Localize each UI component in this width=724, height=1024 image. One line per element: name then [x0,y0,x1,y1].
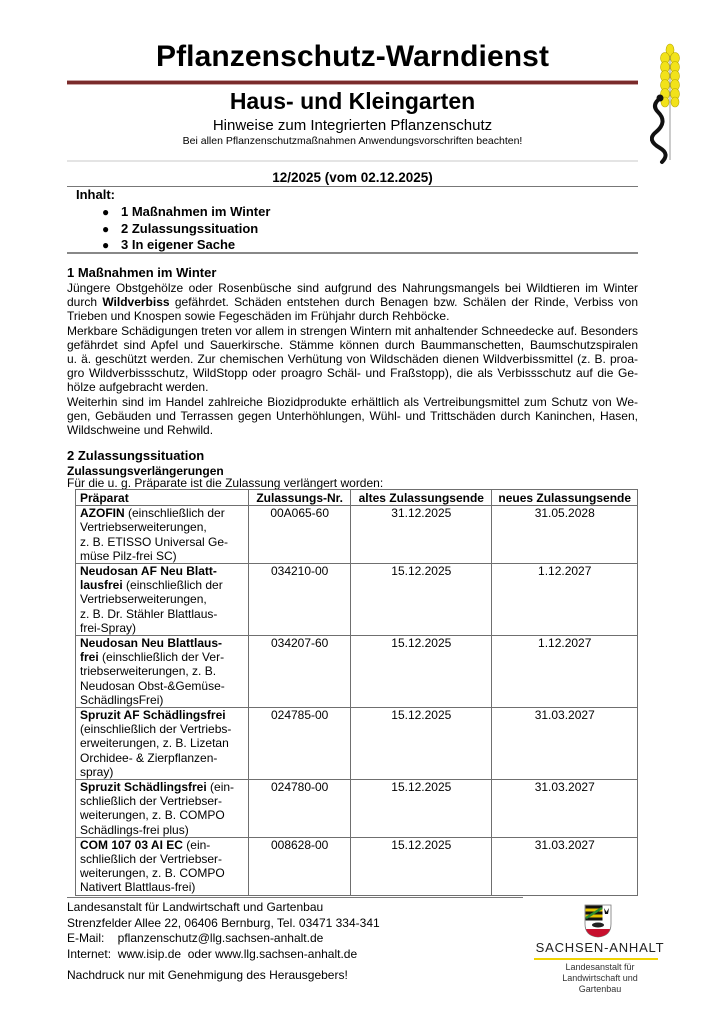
new-end-cell: 31.03.2027 [492,780,638,838]
new-end-cell: 1.12.2027 [492,636,638,708]
old-end-cell: 15.12.2025 [351,837,492,895]
column-header-product: Präparat [76,490,249,506]
approval-number-cell: 00A065-60 [249,506,351,564]
wheat-and-snake-icon [650,40,690,165]
approval-number-cell: 024785-00 [249,708,351,780]
institute-name: Landesanstalt für Landwirtschaft und Gartenbau [562,962,638,994]
table-row [76,708,638,780]
title-divider [67,80,638,85]
approval-extensions-table [75,489,638,896]
section-1-body: Jüngere Obstgehölze oder Rosenbüsche sind aufgrund des Nahrungsmangels bei Wildtieren im Winter durch Wildverbiss gefährdet. Schäden entstehen durch Benagen bzw. Schälen der Rinde, Verbiss von Trieben und Knospen sowie Fegeschäden im Frühjahr durch Rehböcke. Merkbare Schädigungen treten vor allem in strengen Wintern mit anhaltender Schneedecke auf. Besonders gefährdet sind Apfel und Sauerkirsche. Stämme können durch Baummanschetten, Baumschutzspiralen u. ä. geschützt werden. Zur chemischen Verhütung von Wildschäden dienen Wildverbissmittel (z. B. proa- gro Wildverbissschutz, WildStopp oder proagro Schäl- und Fraßstopp), die als Verbissschutz auf die Ge- hölze aufgebracht werden. Weiterhin sind im Handel zahlreiche Biozidprodukte erhältlich als Vertreibungsmittel zum Schutz von We- gen, Gebäuden und Terrassen gegen Unterhöhlungen, Wühl- und Trittschäden durch Kaninchen, Hasen, Wildschweine und Rehwild. [67,281,638,438]
toc-item: ● 1 Maßnahmen im Winter [102,204,271,219]
old-end-cell: 15.12.2025 [351,708,492,780]
toc-item: ● 3 In eigener Sache [102,237,236,252]
new-end-cell: 31.03.2027 [492,708,638,780]
state-name: SACHSEN-ANHALT [535,940,665,955]
product-cell: Neudosan AF Neu Blatt- lausfrei (einschließlich der Vertriebserweiterungen, z. B. Dr. Stähler Blattlaus- frei-Spray) [76,564,249,636]
publisher-websites[interactable]: Internet: www.isip.de oder www.llg.sachsen-anhalt.de [67,946,358,961]
toc-item: ● 2 Zulassungssituation [102,220,259,236]
column-header-approval-number: Zulassungs-Nr. [249,490,351,506]
document-tagline: Hinweise zum Integrierten Pflanzenschutz [212,117,493,134]
footer-divider [67,897,523,898]
section-2-subheading: Zulassungsverlängerungen [67,464,224,478]
product-cell: AZOFIN (einschließlich der Vertriebserweiterungen, z. B. ETISSO Universal Ge- müse Pilz-frei SC) [76,506,249,564]
product-cell: Neudosan Neu Blattlaus- frei (einschließlich der Ver- triebserweiterungen, z. B. Neudosan Obst-&Gemüse- SchädlingsFrei) [76,636,249,708]
document-title: Pflanzenschutz-Warndienst [155,40,550,73]
publisher-name: Landesanstalt für Landwirtschaft und Gartenbau [67,900,324,914]
section-2-intro: Für die u. g. Präparate ist die Zulassung verlängert worden: [67,476,384,490]
table-row [76,564,638,636]
sachsen-anhalt-logo [530,900,670,1010]
publisher-address: Strenzfelder Allee 22, 06406 Bernburg, Tel. 03471 334-341 [67,915,380,930]
header-divider [67,160,638,162]
new-end-cell: 31.03.2027 [492,837,638,895]
emphasis: Wildverbiss [102,295,170,310]
toc-list [100,204,270,254]
table-row [76,837,638,895]
publisher-email[interactable]: E-Mail: pflanzenschutz@llg.sachsen-anhalt.de [67,931,324,945]
old-end-cell: 15.12.2025 [351,780,492,838]
table-row [76,506,638,564]
section-1-heading: 1 Maßnahmen im Winter [67,265,217,280]
old-end-cell: 15.12.2025 [351,564,492,636]
table-row [76,636,638,708]
table-row [76,780,638,838]
new-end-cell: 31.05.2028 [492,506,638,564]
logo-accent-bar [534,958,658,960]
publisher-contact [67,900,380,962]
approval-number-cell: 008628-00 [249,837,351,895]
approval-number-cell: 034210-00 [249,564,351,636]
approval-number-cell: 034207-60 [249,636,351,708]
bullet-icon: ● [102,238,110,252]
reprint-note: Nachdruck nur mit Genehmigung des Herausgebers! [67,968,348,982]
document-subtitle: Haus- und Kleingarten [229,88,476,114]
state-crest-icon [584,904,612,938]
column-header-new-end: neues Zulassungsende [492,490,638,506]
issue-number: 12/2025 (vom 02.12.2025) [272,170,433,185]
issue-divider [67,186,638,187]
approval-number-cell: 024780-00 [249,780,351,838]
new-end-cell: 1.12.2027 [492,564,638,636]
old-end-cell: 15.12.2025 [351,636,492,708]
column-header-old-end: altes Zulassungsende [351,490,492,506]
section-2-heading: 2 Zulassungssituation [67,448,205,463]
bullet-icon: ● [102,205,110,219]
usage-notice: Bei allen Pflanzenschutzmaßnahmen Anwendungsvorschriften beachten! [182,135,523,147]
toc-divider [67,252,638,254]
table-header-row [76,490,638,506]
product-cell: COM 107 03 AI EC (ein- schließlich der Vertriebser- weiterungen, z. B. COMPO Nativert Blattlaus-frei) [76,837,249,895]
old-end-cell: 31.12.2025 [351,506,492,564]
product-cell: Spruzit AF Schädlingsfrei (einschließlich der Vertriebs- erweiterungen, z. B. Lizetan Orchidee- & Zierpflanzen- spray) [76,708,249,780]
bullet-icon: ● [102,221,110,236]
toc-label: Inhalt: [76,187,115,202]
product-cell: Spruzit Schädlingsfrei (ein- schließlich der Vertriebser- weiterungen, z. B. COMPO Schädlings-frei plus) [76,780,249,838]
